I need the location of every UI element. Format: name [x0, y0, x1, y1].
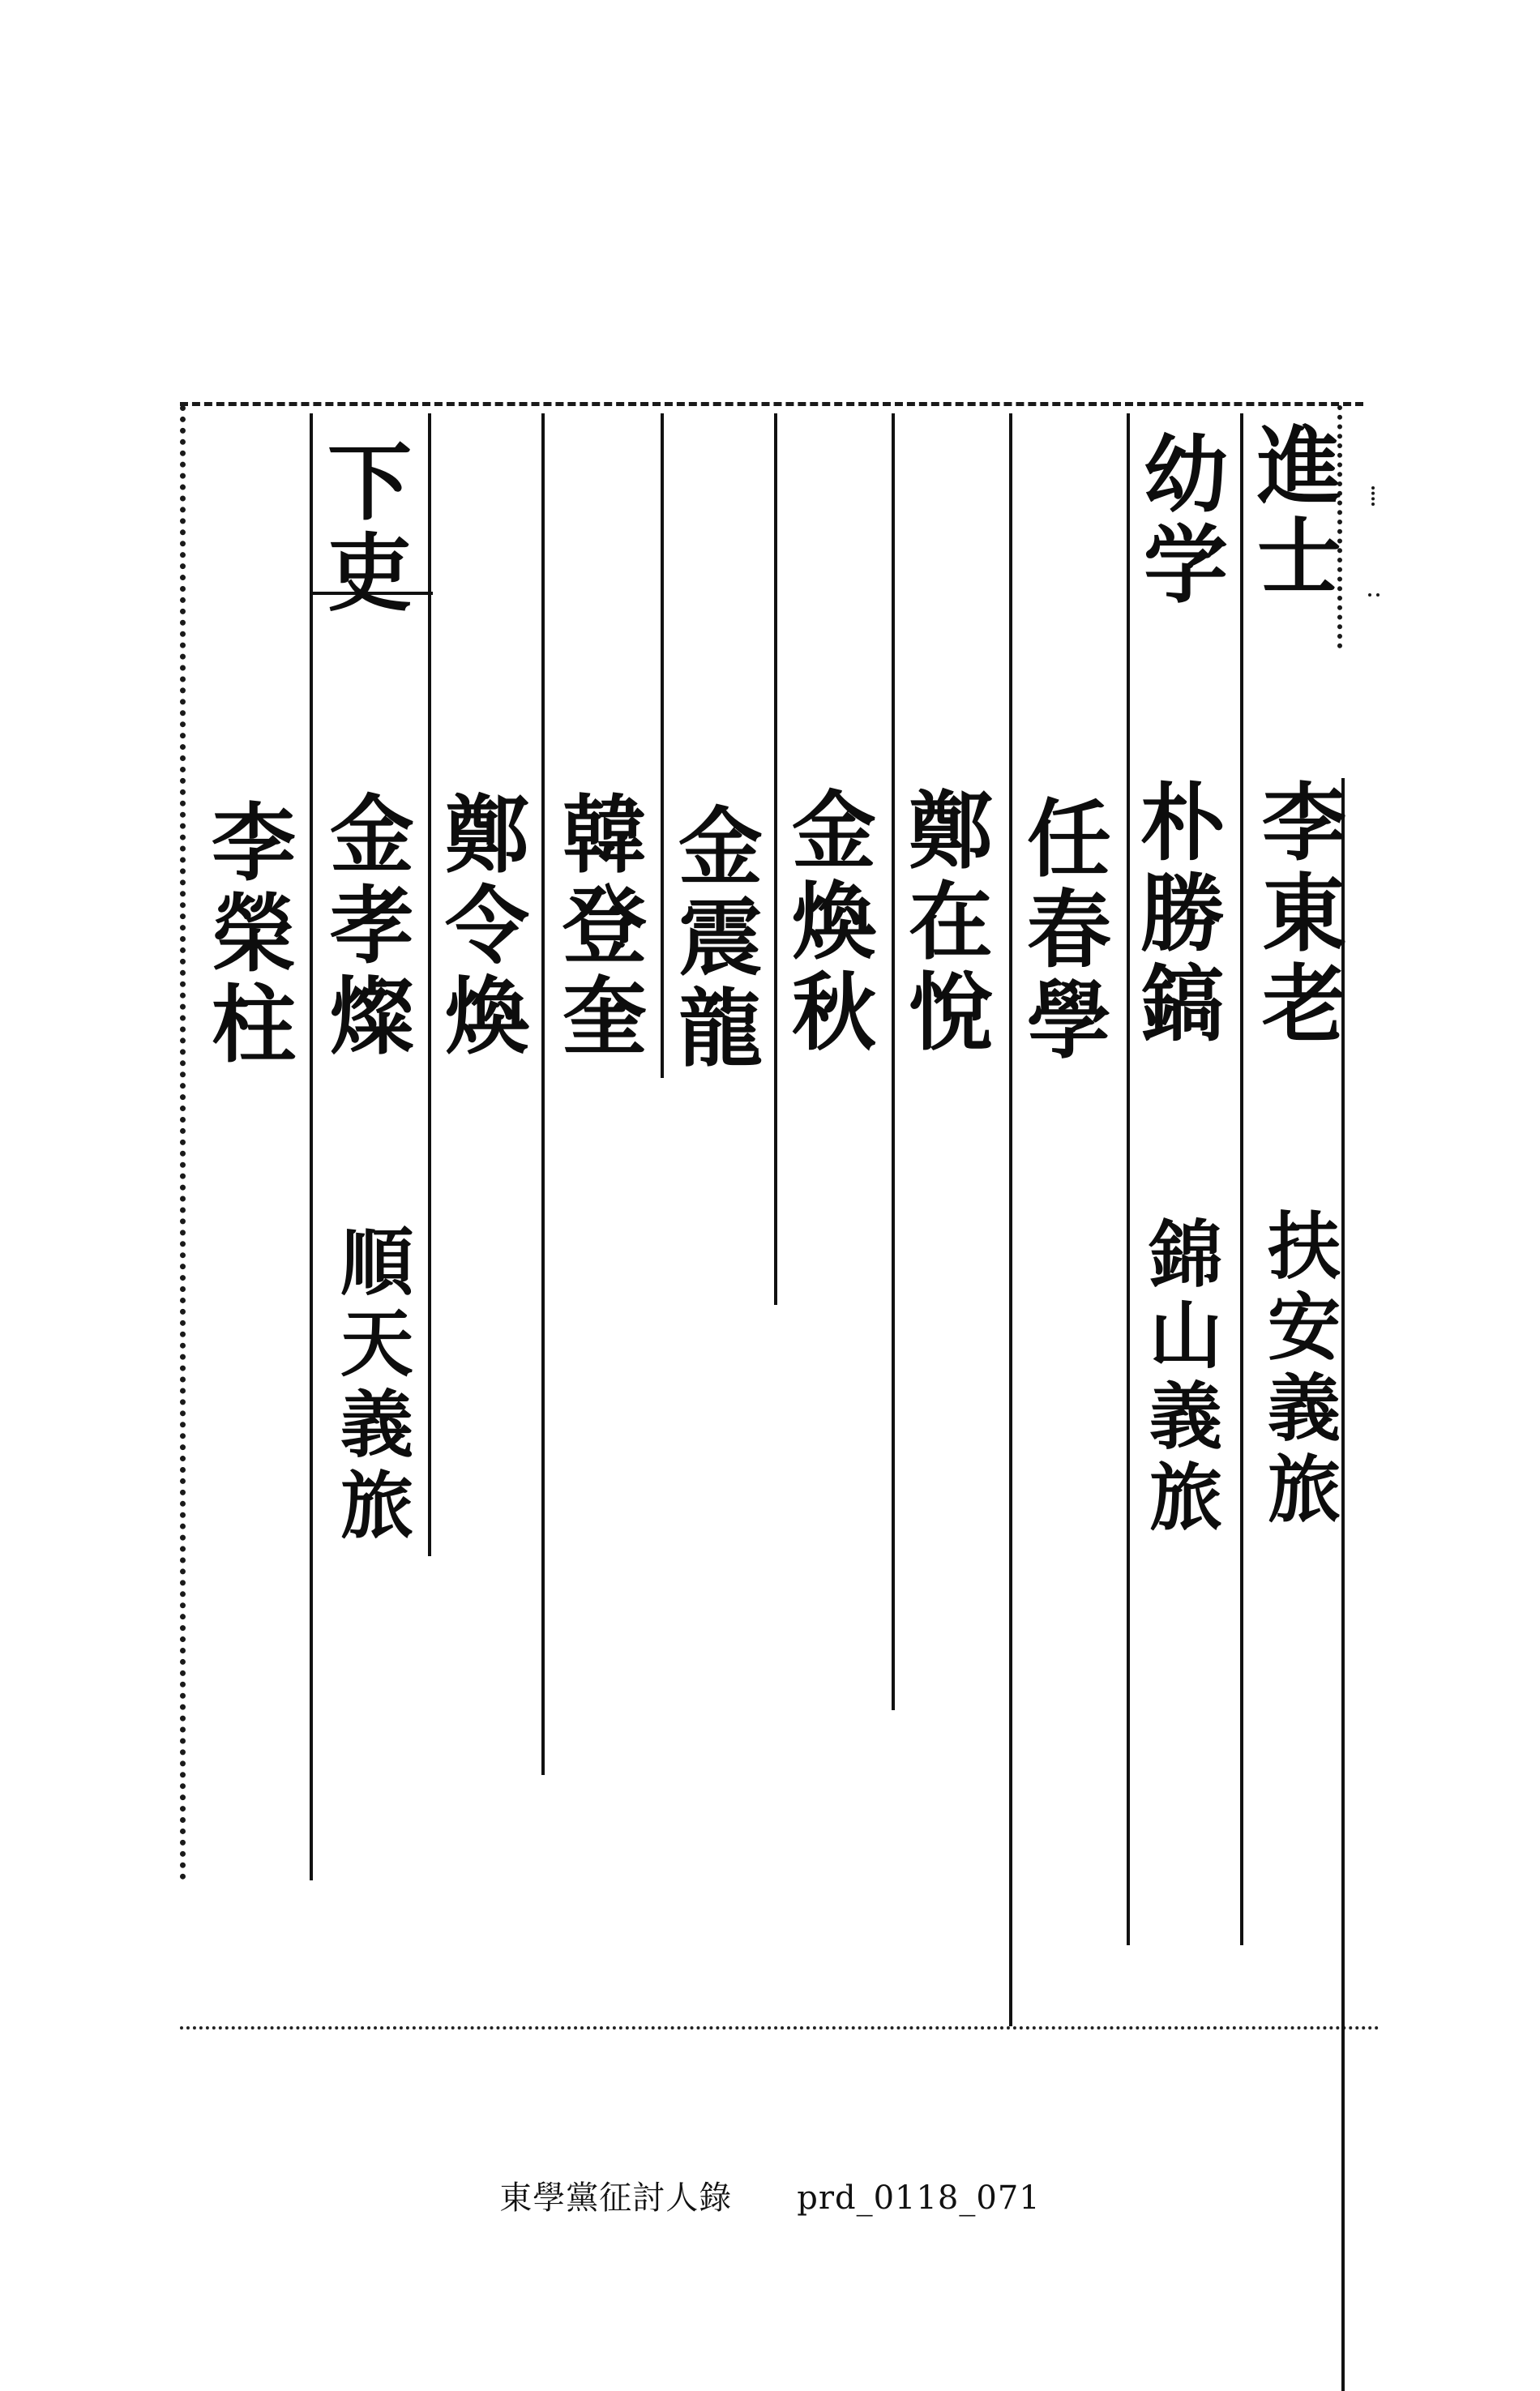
column-rule — [1009, 413, 1012, 2026]
column-rule — [1127, 413, 1130, 1945]
person-name: 鄭在悅 — [894, 786, 994, 1059]
rank-label: 進士 — [1243, 421, 1342, 603]
person-name: 金震龍 — [664, 802, 764, 1075]
person-name: 任春學 — [1012, 794, 1112, 1067]
frame-left-border — [180, 405, 186, 1880]
person-name: 金煥秋 — [777, 786, 877, 1059]
document-title: 東學黨征討人錄 — [499, 2179, 733, 2217]
column-rule — [892, 413, 895, 1710]
person-name: 金孝燦 — [315, 790, 415, 1063]
unit-name: 扶安義旅 — [1255, 1208, 1341, 1532]
margin-mark — [1371, 486, 1384, 506]
person-name: 韓登奎 — [548, 790, 648, 1063]
column-rule — [1240, 413, 1243, 1945]
frame-top-border — [180, 402, 1363, 406]
rank-label: 幼学 — [1129, 430, 1229, 611]
person-name: 李榮柱 — [197, 798, 297, 1071]
page-code: prd_0118_071 — [797, 2179, 1041, 2217]
page-caption — [0, 2172, 1540, 2218]
column-rule — [541, 413, 545, 1775]
person-name: 李東老 — [1247, 778, 1347, 1050]
frame-bottom-border — [180, 2026, 1380, 2030]
unit-name: 錦山義旅 — [1136, 1216, 1222, 1540]
person-name: 朴勝鎬 — [1126, 778, 1226, 1050]
rank-label: 下吏 — [313, 438, 413, 619]
person-name: 鄭令煥 — [430, 790, 530, 1063]
column-rule — [310, 413, 313, 1880]
unit-name: 順天義旅 — [327, 1224, 413, 1548]
margin-mark — [1368, 593, 1380, 601]
